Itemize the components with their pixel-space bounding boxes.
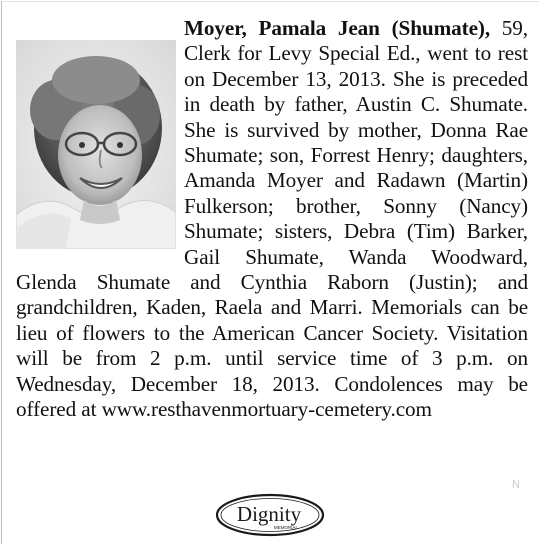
deceased-name: Moyer, Pamala Jean (Shumate), <box>184 16 491 40</box>
portrait-photo <box>16 40 176 249</box>
dignity-memorial-logo <box>214 492 326 543</box>
obituary-body: 59, Clerk for Levy Special Ed., went to rest on December 13, 2013. She is preceded in death by father, Austin C. Shumate. She is survived by mother, Donna Rae Shumate; son, Forrest Henry; daughters, Amanda Moyer and Radawn (Martin) Fulkerson; brother, Sonny (Nancy) Shumate; sisters, Debra (Tim) Barker, Gail Shumate, Wanda Woodward, Glenda Shumate and Cynthia Raborn (Justin); and grandchildren, Kaden, Raela and Marri. Memorials can be lieu of flowers to the American Cancer Society. Visitation will be from 2 p.m. until service time of 3 p.m. on Wednesday, December 18, 2013. Condolences may be offered at www.resthavenmortuary-cemetery.com <box>16 16 528 422</box>
corner-mark: N <box>511 478 520 491</box>
obituary-notice <box>16 16 528 423</box>
logo-wordmark: Dignity <box>236 502 302 526</box>
logo-subtext: MEMORIAL <box>273 525 299 530</box>
